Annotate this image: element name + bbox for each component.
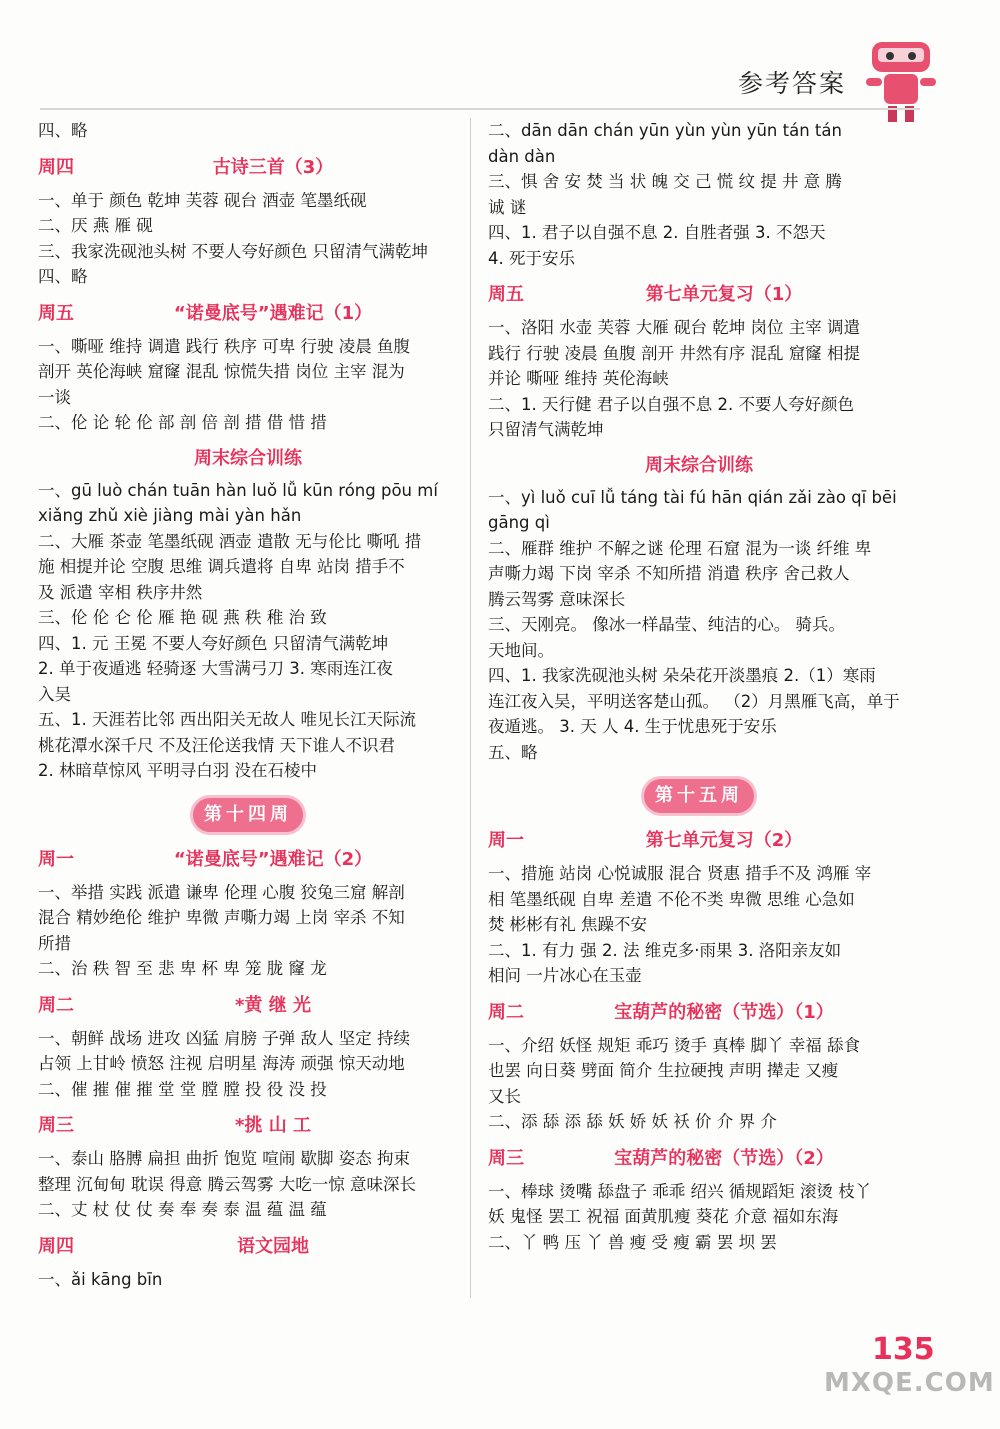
answer-line: 剖开 英伦海峡 窟窿 混乱 惊慌失措 岗位 主宰 混为 <box>38 362 405 381</box>
answer-line: 二、1. 天行健 君子以自强不息 2. 不要人夸好颜色 <box>488 394 854 414</box>
answer-line: 诚 谜 <box>488 197 527 217</box>
answer-line: 二、厌 燕 雁 砚 <box>38 216 153 235</box>
section-header <box>488 823 910 859</box>
answer-line: 夜遁逃。 3. 天 人 4. 生于忧患死于安乐 <box>488 717 777 736</box>
answer-line: 一、朝鲜 战场 进攻 凶猛 肩膀 子弹 敌人 坚定 持续 <box>38 1028 410 1048</box>
section-title: *黄 继 光 <box>235 994 311 1016</box>
section-day: 周二 <box>38 994 74 1016</box>
section-title: 宝葫芦的秘密（节选）（1） <box>614 1001 834 1023</box>
answer-line: 声嘶力竭 下岗 宰杀 不知所措 消遣 秩序 舍己救人 <box>488 564 850 583</box>
answer-line: 一、棒球 烫嘴 舔盘子 乖乖 绍兴 循规蹈矩 滚烫 枝丫 <box>488 1181 872 1201</box>
answer-line: 二、dān dān chán yūn yùn yùn yūn tán tán <box>488 121 842 140</box>
watermark-text: MXQE.COM <box>824 1368 995 1398</box>
section-day: 周四 <box>38 156 74 178</box>
section-title: 宝葫芦的秘密（节选）（2） <box>614 1147 834 1169</box>
answer-line: 二、催 摧 催 摧 堂 堂 膛 膛 投 役 没 投 <box>38 1079 327 1099</box>
section-header <box>38 1229 458 1265</box>
section-header <box>488 1141 910 1177</box>
section-header <box>38 150 458 186</box>
answer-line: 入吴 <box>38 684 71 704</box>
section-title: “诺曼底号”遇难记（2） <box>173 848 373 870</box>
answer-line: 二、1. 有力 强 2. 法 维克多·雨果 3. 洛阳亲友如 <box>488 940 842 960</box>
answer-line: 三、天刚亮。 像冰一样晶莹、纯洁的心。 骑兵。 <box>488 615 845 634</box>
answer-line: 连江夜入吴，平明送客楚山孤。 （2）月黑雁飞高，单于 <box>488 691 900 711</box>
answer-line: 四、略 <box>38 121 88 140</box>
section-day: 周四 <box>38 1235 74 1257</box>
mascot-icon <box>858 30 948 130</box>
weekend-title: 周末综合训练 <box>194 447 302 469</box>
section-header <box>38 988 458 1024</box>
section-title: 第七单元复习（1） <box>645 284 803 306</box>
page-header-title: 参考答案 <box>738 69 847 98</box>
answer-line: 相 笔墨纸砚 自卑 差遣 不伦不类 卑微 思维 心急如 <box>488 889 855 909</box>
answer-line: 一、ǎi kāng bīn <box>38 1269 163 1289</box>
week-badge: 第十五周 <box>644 779 754 813</box>
answer-line: 二、伦 论 轮 伦 部 剖 倍 剖 措 借 惜 措 <box>38 413 327 432</box>
section-header <box>38 842 458 878</box>
answer-line: 二、治 秩 智 至 悲 卑 杯 卑 笼 胧 窿 龙 <box>38 959 327 978</box>
answer-line: 2. 林暗草惊风 平明寻白羽 没在石棱中 <box>38 761 317 780</box>
answer-line: 二、雁群 维护 不解之谜 伦理 石窟 混为一谈 纤维 卑 <box>488 538 872 558</box>
section-day: 周三 <box>38 1115 74 1137</box>
column-divider <box>470 118 471 1298</box>
answer-line: 4. 死于安乐 <box>488 248 575 268</box>
page-number: 135 <box>872 1332 935 1367</box>
answer-line: 一、洛阳 水壶 芙蓉 大雁 砚台 乾坤 岗位 主宰 调遣 <box>488 318 860 337</box>
answer-line: 三、惧 舍 安 焚 当 状 魄 交 己 慌 纹 提 井 意 腾 <box>488 172 842 191</box>
answer-line: 腾云驾雾 意味深长 <box>488 589 626 609</box>
answer-line: 一、措施 站岗 心悦诚服 混合 贤惠 措手不及 鸿雁 宰 <box>488 864 872 883</box>
answer-line: 二、丫 鸭 压 丫 兽 瘦 受 瘦 霸 罢 坝 罢 <box>488 1232 777 1252</box>
answer-line: 混合 精妙绝伦 维护 卑微 声嘶力竭 上岗 宰杀 不知 <box>38 908 405 927</box>
answer-line: 五、1. 天涯若比邻 西出阳关无故人 唯见长江天际流 <box>38 710 416 729</box>
answer-line: 三、我家洗砚池头树 不要人夸好颜色 只留清气满乾坤 <box>38 241 428 261</box>
answer-line: 一、yì luǒ cuī lǚ táng tài fú hān qián zǎi zào qī bēi <box>488 487 897 507</box>
answer-line: 四、1. 君子以自强不息 2. 自胜者强 3. 不怨天 <box>488 223 826 242</box>
answer-line: 二、丈 杖 仗 仗 奏 奉 奏 泰 温 蕴 温 蕴 <box>38 1200 327 1219</box>
section-title: 语文园地 <box>237 1235 309 1257</box>
section-header <box>38 1108 458 1144</box>
answer-line: 整理 沉甸甸 耽误 得意 腾云驾雾 大吃一惊 意味深长 <box>38 1174 416 1194</box>
right-column <box>488 118 910 1255</box>
answer-line: 焚 彬彬有礼 焦躁不安 <box>488 915 647 934</box>
section-title: *挑 山 工 <box>235 1115 311 1137</box>
answer-line: 又长 <box>488 1086 521 1106</box>
answer-line: 一、单于 颜色 乾坤 芙蓉 砚台 酒壶 笔墨纸砚 <box>38 190 367 210</box>
answer-line: 一、嘶哑 维持 调遣 践行 秩序 可卑 行驶 凌晨 鱼腹 <box>38 336 410 356</box>
answer-line: 二、大雁 茶壶 笔墨纸砚 酒壶 遣散 无与伦比 嘶吼 措 <box>38 531 422 551</box>
section-day: 周五 <box>488 284 524 306</box>
answer-line: 也罢 向日葵 劈面 简介 生拉硬拽 声明 撵走 又瘦 <box>488 1061 839 1080</box>
answer-line: 施 相提并论 空腹 思维 调兵遣将 自卑 站岗 措手不 <box>38 557 405 576</box>
answer-line: 践行 行驶 凌晨 鱼腹 剖开 井然有序 混乱 窟窿 相提 <box>488 343 860 363</box>
section-title: 第七单元复习（2） <box>645 830 803 852</box>
answer-line: 一、泰山 胳膊 扁担 曲折 饱览 喧闹 歇脚 姿态 拘束 <box>38 1149 410 1168</box>
section-header <box>488 277 910 313</box>
answer-line: 桃花潭水深千尺 不及汪伦送我情 天下谁人不识君 <box>38 735 395 755</box>
answer-line: 妖 鬼怪 罢工 祝福 面黄肌瘦 葵花 介意 福如东海 <box>488 1207 839 1226</box>
answer-line: 三、伦 伦 仑 伦 雁 艳 砚 燕 秩 稚 治 致 <box>38 608 327 627</box>
section-day: 周一 <box>38 848 74 870</box>
weekend-title: 周末综合训练 <box>645 454 753 476</box>
answer-line: 四、略 <box>38 267 88 286</box>
answer-line: 四、1. 元 王冕 不要人夸好颜色 只留清气满乾坤 <box>38 633 389 653</box>
answer-line: 一、举措 实践 派遣 谦卑 伦理 心腹 狡兔三窟 解剖 <box>38 882 405 902</box>
answer-line: 天地间。 <box>488 640 554 660</box>
answer-line: 占领 上甘岭 愤怒 注视 启明星 海涛 顽强 惊天动地 <box>38 1054 405 1073</box>
answer-line: dàn dàn <box>488 146 556 166</box>
answer-line: 及 派遣 宰相 秩序井然 <box>38 582 203 602</box>
section-title: 古诗三首（3） <box>212 156 334 178</box>
header-rule <box>40 108 920 110</box>
section-day: 周五 <box>38 302 74 324</box>
answer-line: 相问 一片冰心在玉壶 <box>488 966 642 985</box>
left-column <box>38 118 458 1292</box>
answer-line: 五、略 <box>488 742 538 762</box>
section-title: “诺曼底号”遇难记（1） <box>173 302 373 324</box>
answer-line: gāng qì <box>488 513 550 532</box>
section-header <box>38 296 458 332</box>
answer-line: 2. 单于夜遁逃 轻骑逐 大雪满弓刀 3. 寒雨连江夜 <box>38 659 393 678</box>
section-day: 周三 <box>488 1147 524 1169</box>
answer-line: 四、1. 我家洗砚池头树 朵朵花开淡墨痕 2.（1）寒雨 <box>488 666 876 685</box>
answer-line: 只留清气满乾坤 <box>488 420 604 439</box>
answer-line: 二、添 舔 添 舔 妖 娇 妖 袄 价 介 界 介 <box>488 1112 777 1131</box>
answer-line: xiǎng zhǔ xiè jiàng mài yàn hǎn <box>38 506 302 525</box>
answer-line: 一谈 <box>38 387 71 407</box>
section-header <box>488 995 910 1031</box>
section-day: 周一 <box>488 830 524 852</box>
answer-line: 并论 嘶哑 维持 英伦海峡 <box>488 369 669 388</box>
answer-line: 所措 <box>38 933 71 953</box>
section-day: 周二 <box>488 1001 524 1023</box>
answer-line: 一、gū luò chán tuān hàn luǒ lǚ kūn róng pōu mí <box>38 480 438 500</box>
week-badge: 第十四周 <box>193 798 303 832</box>
answer-line: 一、介绍 妖怪 规矩 乖巧 烫手 真棒 脚丫 幸福 舔食 <box>488 1035 860 1055</box>
